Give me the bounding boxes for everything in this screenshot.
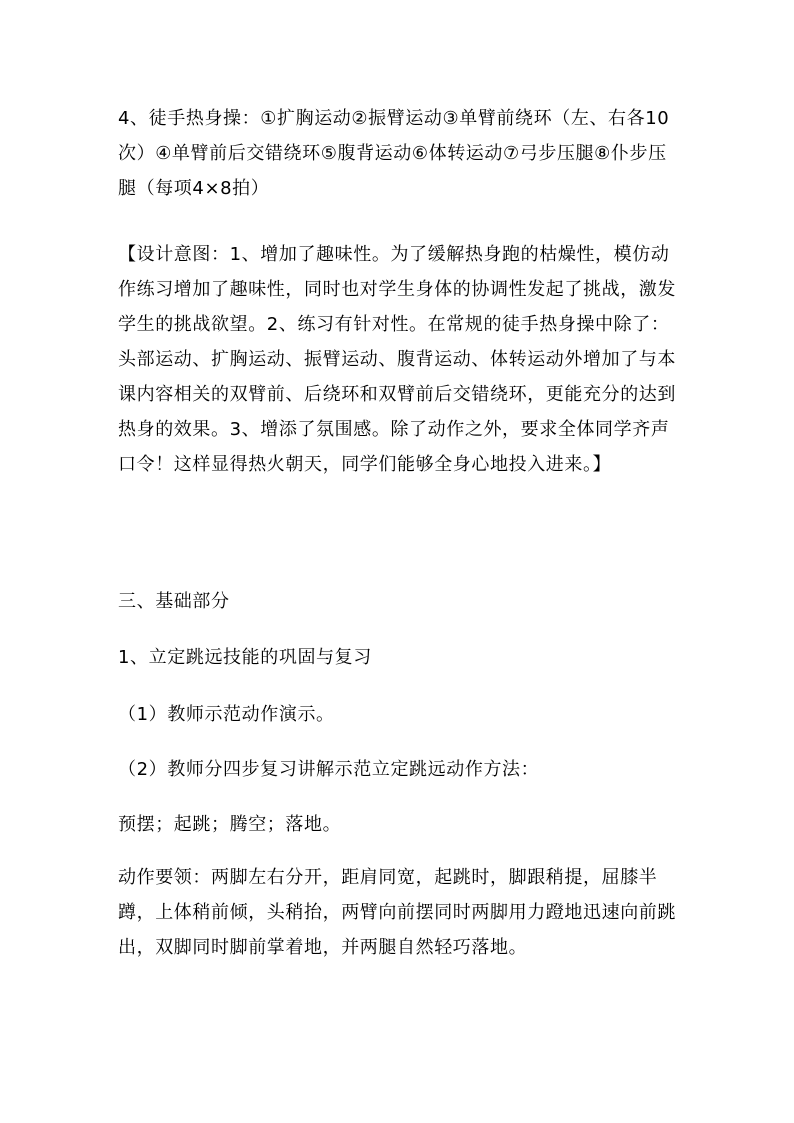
key-points-paragraph: 动作要领：两脚左右分开，距肩同宽，起跳时，脚跟稍提，屈膝半蹲，上体稍前倾，头稍抬，两臂向前摆同时两脚用力蹬地迅速向前跳出，双脚同时脚前掌着地，并两腿自然轻巧落地。 — [118, 867, 676, 958]
item-heading: 1、立定跳远技能的巩固与复习 — [118, 647, 372, 668]
sub-item-paragraph: （1）教师示范动作演示。 — [118, 704, 335, 725]
sub-item-paragraph: （2）教师分四步复习讲解示范立定跳远动作方法： — [118, 759, 540, 780]
section-heading: 三、基础部分 — [118, 591, 230, 612]
phases-paragraph: 预摆；起跳；腾空；落地。 — [118, 814, 342, 835]
design-intent-paragraph: 【设计意图：1、增加了趣味性。为了缓解热身跑的枯燥性，模仿动作练习增加了趣味性，同时也对学生身体的协调性发起了挑战，激发学生的挑战欲望。2、练习有针对性。在常规的徒手热身操中除了：头部运动、扩胸运动、振臂运动、腹背运动、体转运动外增加了与本课内容相关的双臂前、后绕环和双臂前后交错绕环，更能充分的达到热身的效果。3、增添了氛围感。除了动作之外，要求全体同学齐声口令！这样显得热火朝天，同学们能够全身心地投入进来。】 — [118, 244, 676, 475]
warmup-exercises-paragraph: 4、徒手热身操：①扩胸运动②振臂运动③单臂前绕环（左、右各10次）④单臂前后交错绕环⑤腹背运动⑥体转运动⑦弓步压腿⑧仆步压腿（每项4×8拍） — [118, 108, 670, 199]
